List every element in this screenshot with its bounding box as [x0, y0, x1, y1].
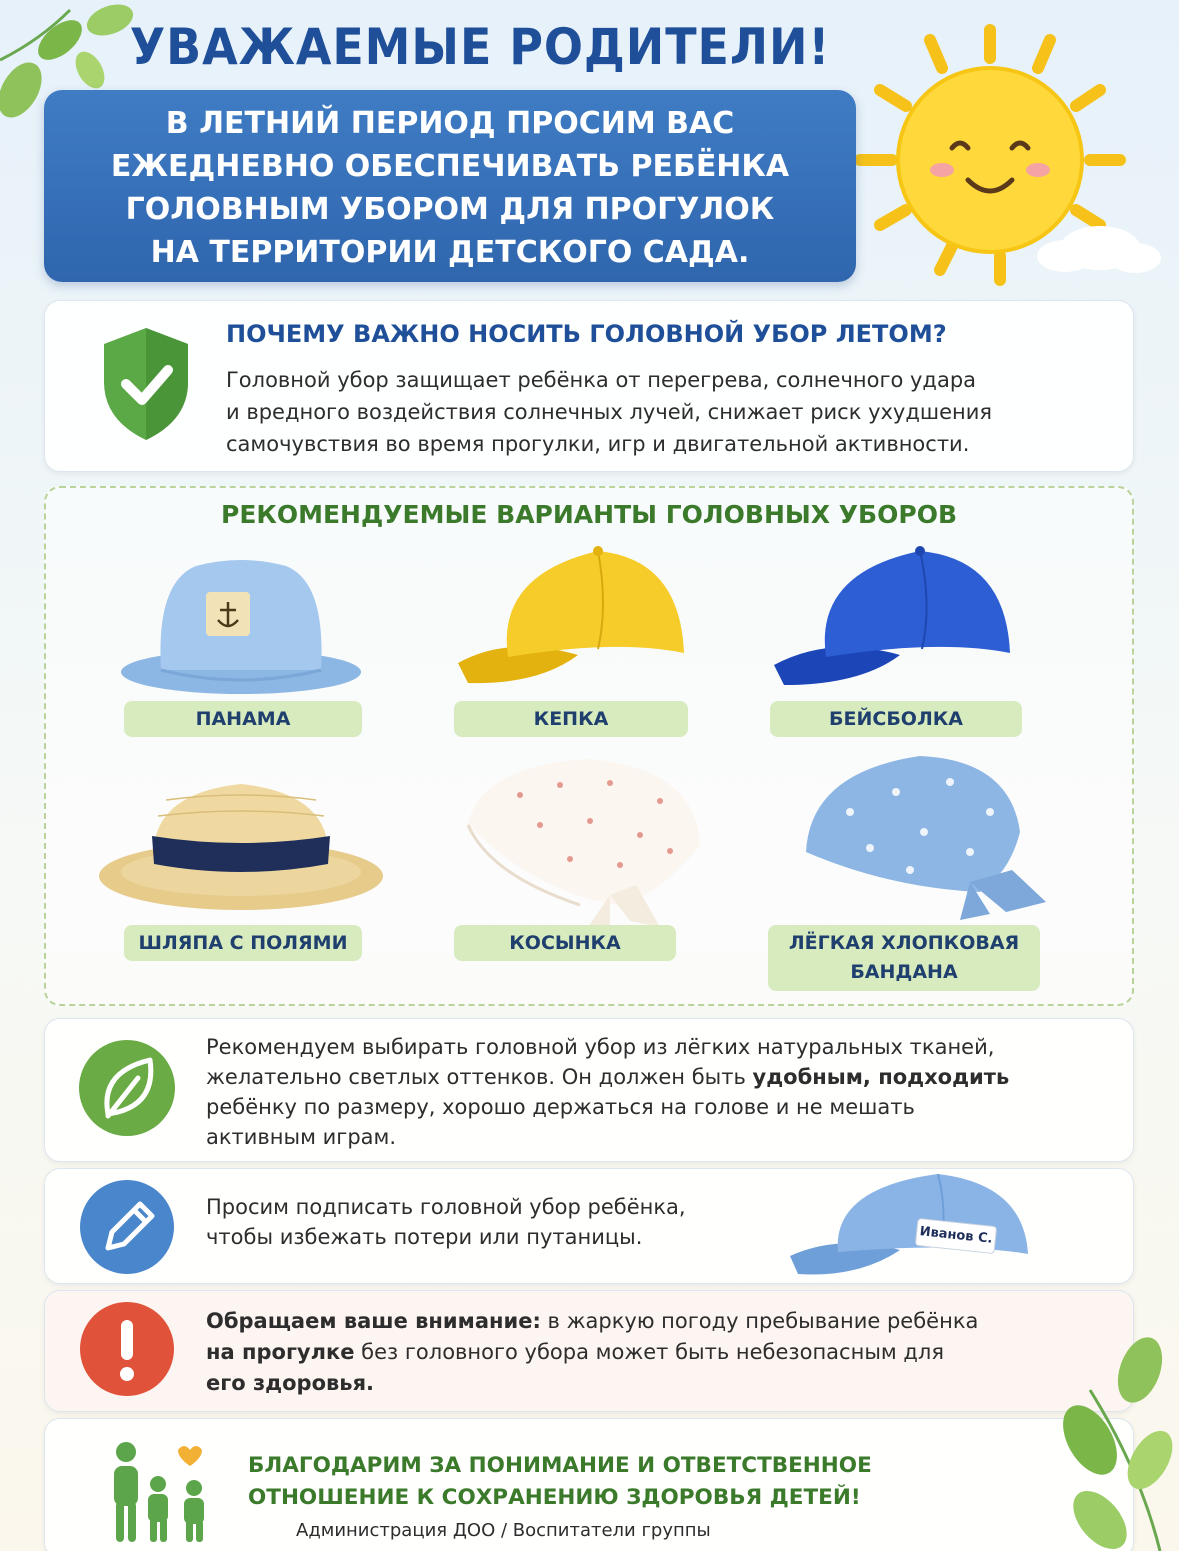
family-icon [100, 1436, 216, 1546]
tip-line: активным играм. [206, 1125, 397, 1149]
hat-label-brimmed-hat: ШЛЯПА С ПОЛЯМИ [124, 925, 362, 961]
pencil-icon [78, 1178, 176, 1276]
why-line: самочувствия во время прогулки, игр и двигательной активности. [226, 432, 970, 456]
warning-line [206, 1368, 1086, 1399]
sign-line: чтобы избежать потери или путаницы. [206, 1225, 643, 1249]
straw-hat-icon [96, 776, 386, 916]
warning-bold: его здоровья. [206, 1371, 375, 1395]
banner-line: НА ТЕРРИТОРИИ ДЕТСКОГО САДА. [150, 235, 750, 270]
recommended-title: РЕКОМЕНДУЕМЫЕ ВАРИАНТЫ ГОЛОВНЫХ УБОРОВ [221, 500, 957, 529]
thanks-title [248, 1450, 948, 1514]
panama-hat-icon [116, 552, 366, 697]
leaves-decoration-bottom-right [1030, 1330, 1179, 1551]
hat-label-line: ЛЁГКАЯ ХЛОПКОВАЯ [788, 932, 1020, 954]
tip-line: Рекомендуем выбирать головной убор из лёгких натуральных тканей, [206, 1035, 995, 1059]
why-line: Головной убор защищает ребёнка от перегрева, солнечного удара [226, 368, 977, 392]
smiling-sun-icon [850, 10, 1170, 300]
thanks-line: БЛАГОДАРИМ ЗА ПОНИМАНИЕ И ОТВЕТСТВЕННОЕ [248, 1453, 872, 1478]
hat-label-bandana [768, 925, 1040, 991]
kerchief-icon [460, 755, 710, 935]
warning-plain: без головного убора может быть небезопасным для [354, 1340, 944, 1364]
why-line: и вредного воздействия солнечных лучей, снижает риск ухудшения [226, 400, 993, 424]
warning-bold: Обращаем ваше внимание: [206, 1309, 541, 1333]
exclamation-icon [78, 1300, 176, 1398]
shield-check-icon [100, 324, 192, 444]
tip-line: ребёнку по размеру, хорошо держаться на голове и не мешать [206, 1095, 915, 1119]
why-title: ПОЧЕМУ ВАЖНО НОСИТЬ ГОЛОВНОЙ УБОР ЛЕТОМ? [226, 320, 947, 348]
sign-hat-text [206, 1192, 766, 1252]
announcement-text [44, 102, 856, 274]
warning-plain: в жаркую погоду пребывание ребёнка [540, 1309, 979, 1333]
warning-line [206, 1306, 1086, 1337]
warning-bold: на прогулке [206, 1340, 355, 1364]
warning-line [206, 1337, 1086, 1368]
hat-label-line: БАНДАНА [850, 961, 958, 983]
page-title: УВАЖАЕМЫЕ РОДИТЕЛИ! [129, 18, 831, 76]
yellow-cap-icon [448, 545, 698, 695]
thanks-line: ОТНОШЕНИЕ К СОХРАНЕНИЮ ЗДОРОВЬЯ ДЕТЕЙ! [248, 1485, 861, 1510]
name-tag: Иванов С. [915, 1218, 997, 1254]
hat-label-kerchief: КОСЫНКА [454, 925, 676, 961]
hat-label-baseball-cap: БЕЙСБОЛКА [770, 701, 1022, 737]
sign-line: Просим подписать головной убор ребёнка, [206, 1195, 686, 1219]
hat-label-cap: КЕПКА [454, 701, 688, 737]
banner-line: ЕЖЕДНЕВНО ОБЕСПЕЧИВАТЬ РЕБЁНКА [110, 149, 790, 184]
named-cap-icon [788, 1170, 1038, 1280]
signature-text: Администрация ДОО / Воспитатели группы [296, 1520, 711, 1541]
fabric-tip-text [206, 1032, 1106, 1152]
why-text [226, 364, 1106, 460]
tip-line-bold: удобным, подходить [752, 1065, 1010, 1089]
tip-line [206, 1062, 1106, 1092]
leaf-icon [78, 1032, 176, 1144]
banner-line: В ЛЕТНИЙ ПЕРИОД ПРОСИМ ВАС [165, 106, 735, 141]
banner-line: ГОЛОВНЫМ УБОРОМ ДЛЯ ПРОГУЛОК [125, 192, 775, 227]
bandana-icon [800, 752, 1050, 922]
tip-line-plain: желательно светлых оттенков. Он должен быть [206, 1065, 753, 1089]
warning-text [206, 1306, 1086, 1399]
baseball-cap-icon [770, 545, 1020, 695]
hat-label-panama: ПАНАМА [124, 701, 362, 737]
